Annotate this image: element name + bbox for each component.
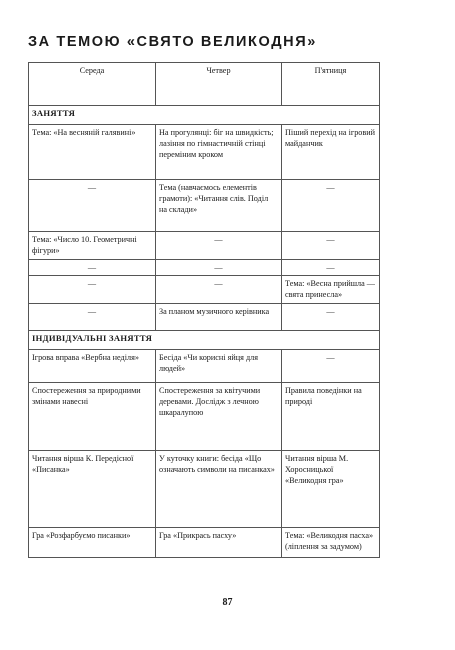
table-cell: — <box>282 232 380 260</box>
table-row <box>29 232 380 260</box>
page-number: 87 <box>222 597 233 608</box>
table-row <box>29 260 380 276</box>
table-row <box>29 276 380 304</box>
table-header-row <box>29 63 380 106</box>
section-title-individual: ІНДИВІДУАЛЬНІ ЗАНЯТТЯ <box>29 331 380 350</box>
table-cell: Гра «Розфарбуємо писанки» <box>29 528 156 558</box>
table-row <box>29 383 380 451</box>
table-cell: Читання вірша К. Передісної «Писанка» <box>29 451 156 528</box>
page-title: ЗА ТЕМОЮ «СВЯТО ВЕЛИКОДНЯ» <box>28 34 317 50</box>
table-row <box>29 304 380 331</box>
column-header-friday: П'ятниця <box>282 63 380 106</box>
table-cell: Тема (навчаємось елементів грамоти): «Читання слів. Поділ на склади» <box>156 180 282 232</box>
section-row <box>29 106 380 125</box>
table-cell: — <box>156 232 282 260</box>
table-cell: — <box>282 304 380 331</box>
table-cell: Гра «Прикрась пасху» <box>156 528 282 558</box>
table-cell: У куточку книги: бесіда «Що означають символи на писанках» <box>156 451 282 528</box>
table-cell: — <box>282 180 380 232</box>
table-cell: Тема: «Число 10. Геометричні фігури» <box>29 232 156 260</box>
table-cell: — <box>282 350 380 383</box>
table-cell: Тема: «На весняній галявині» <box>29 125 156 180</box>
table-cell: На прогулянці: біг на швидкість; лазіння по гімнастичній стінці переміним кроком <box>156 125 282 180</box>
table-row <box>29 350 380 383</box>
table-cell: — <box>29 276 156 304</box>
section-row <box>29 331 380 350</box>
table-cell: — <box>282 260 380 276</box>
table-cell: — <box>156 260 282 276</box>
schedule-table <box>28 62 380 558</box>
table-cell: — <box>29 180 156 232</box>
table-row <box>29 528 380 558</box>
table-row <box>29 180 380 232</box>
table-cell: Спостереження за квітучими деревами. Дослідж з лечною шкаралупою <box>156 383 282 451</box>
table-cell: — <box>156 276 282 304</box>
table-cell: Ігрова вправа «Вербна неділя» <box>29 350 156 383</box>
table-cell: Читання вірша М. Хоросницької «Великодня гра» <box>282 451 380 528</box>
table-cell: За планом музичного керівника <box>156 304 282 331</box>
table-cell: Правила поведінки на природі <box>282 383 380 451</box>
section-title-classes: ЗАНЯТТЯ <box>29 106 380 125</box>
table-cell: Спостереження за природними змінами навесні <box>29 383 156 451</box>
column-header-thursday: Четвер <box>156 63 282 106</box>
table-cell: Піший перехід на ігровий майданчик <box>282 125 380 180</box>
table-row <box>29 451 380 528</box>
table-cell: — <box>29 304 156 331</box>
table-cell: Бесіда «Чи корисні яйця для людей» <box>156 350 282 383</box>
table-row <box>29 125 380 180</box>
table-cell: — <box>29 260 156 276</box>
table-cell: Тема: «Великодня пасха» (ліплення за задумом) <box>282 528 380 558</box>
column-header-wednesday: Середа <box>29 63 156 106</box>
table-cell: Тема: «Весна прийшла — свята принесла» <box>282 276 380 304</box>
